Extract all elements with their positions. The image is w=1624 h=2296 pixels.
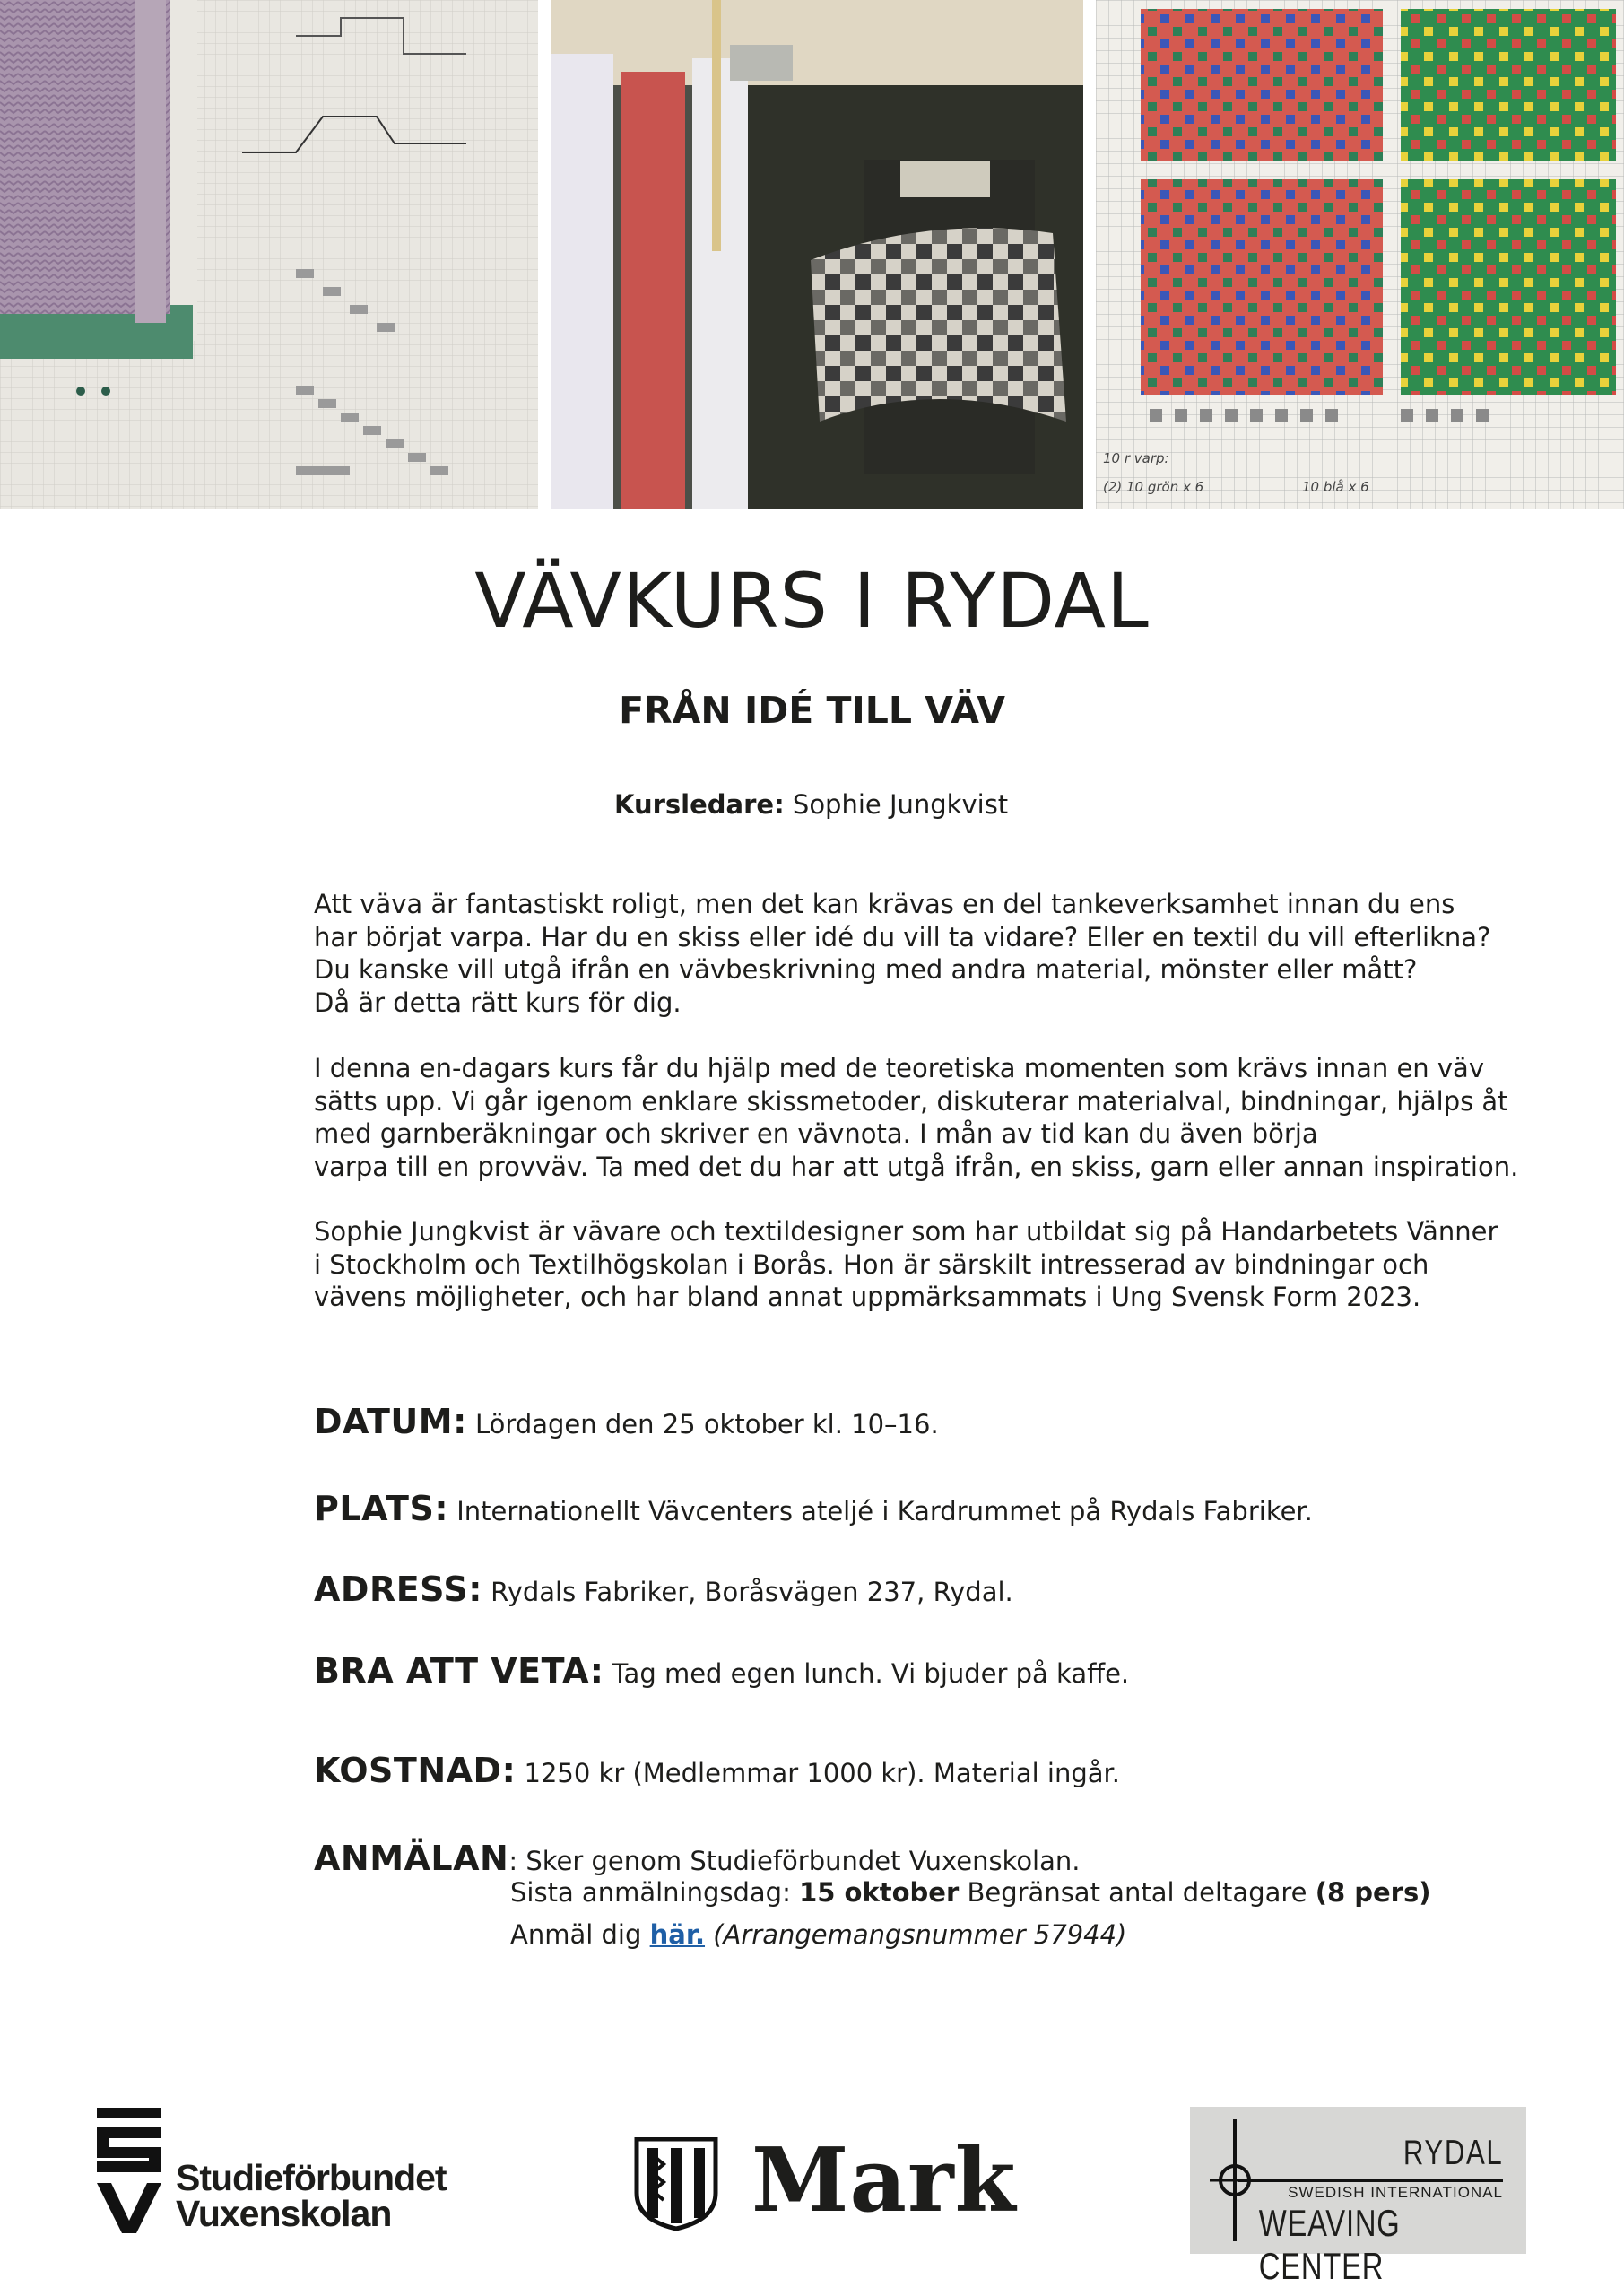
- text-line: Att väva är fantastiskt roligt, men det kan krävas en del tankeverksamhet innan du ens: [314, 889, 1455, 919]
- sv-name-line1: Studieförbundet: [176, 2157, 447, 2198]
- teacher-bio-paragraph: [314, 1215, 1498, 1314]
- info-label: DATUM:: [314, 1402, 467, 1441]
- deadline-prefix: Sista anmälningsdag:: [510, 1877, 800, 1908]
- info-value: 1250 kr (Medlemmar 1000 kr). Material ingår.: [516, 1758, 1120, 1788]
- text-line: vävens möjligheter, och har bland annat uppmärksammats i Ung Svensk Form 2023.: [314, 1282, 1421, 1312]
- course-leader-label: Kursledare:: [614, 789, 785, 820]
- text-line: Sophie Jungkvist är vävare och textildesigner som har utbildat sig på Handarbetets Vänner: [314, 1216, 1498, 1247]
- page-title: VÄVKURS I RYDAL: [474, 557, 1150, 645]
- mark-name: Mark: [751, 2129, 1017, 2232]
- rydal-divider: [1238, 2179, 1503, 2182]
- info-label: BRA ATT VETA:: [314, 1651, 604, 1691]
- text-line: med garnberäkningar och skriver en vävnota. I mån av tid kan du även börja: [314, 1118, 1318, 1149]
- studieforbundet-logo: [97, 2108, 509, 2233]
- mark-kommun-logo: [633, 2129, 1017, 2232]
- info-label: ANMÄLAN: [314, 1839, 509, 1878]
- info-value: Rydals Fabriker, Boråsvägen 237, Rydal.: [482, 1577, 1013, 1607]
- grid-note-2: (2) 10 grön x 6: [1103, 479, 1204, 495]
- info-kostnad: [314, 1751, 1120, 1790]
- grid-note-1: 10 r varp:: [1103, 450, 1169, 466]
- info-label: ADRESS:: [314, 1570, 482, 1609]
- text-line: Då är detta rätt kurs för dig.: [314, 987, 682, 1018]
- course-content-paragraph: [314, 1052, 1519, 1183]
- text-line: i Stockholm och Textilhögskolan i Borås. Hon är särskilt intresserad av bindningar och: [314, 1248, 1429, 1280]
- limit-text: Begränsat antal deltagare: [959, 1877, 1316, 1908]
- arrangement-number: (Arrangemangsnummer 57944): [705, 1919, 1127, 1950]
- info-value: Internationellt Vävcenters ateljé i Kardrummet på Rydals Fabriker.: [448, 1496, 1313, 1526]
- course-leader-name: Sophie Jungkvist: [784, 789, 1009, 820]
- info-datum: [314, 1402, 939, 1441]
- info-plats: [314, 1489, 1313, 1528]
- text-line: varpa till en provväv. Ta med det du har att utgå ifrån, en skiss, garn eller annan inspiration.: [314, 1151, 1519, 1182]
- mark-shield-icon: [633, 2137, 719, 2231]
- signup-link[interactable]: här.: [649, 1919, 706, 1950]
- intro-paragraph: [314, 888, 1491, 1019]
- rydal-name: RYDAL: [1403, 2134, 1503, 2172]
- woven-samples-photo: [551, 0, 1083, 509]
- limit-count: (8 pers): [1315, 1877, 1431, 1908]
- rydal-weaving-center: WEAVING CENTER: [1258, 2202, 1401, 2287]
- sv-emblem-icon: [97, 2108, 169, 2233]
- header-photo-strip: [0, 0, 1624, 509]
- colored-grid-draft-photo: [1096, 0, 1624, 509]
- info-bra-att-veta: [314, 1651, 1130, 1691]
- text-line: I denna en-dagars kurs får du hjälp med de teoretiska momenten som krävs innan en väv: [314, 1053, 1484, 1083]
- text-line: Du kanske vill utgå ifrån en vävbeskrivning med andra material, mönster eller mått?: [314, 954, 1418, 985]
- info-label: KOSTNAD:: [314, 1751, 517, 1790]
- signup-prefix: Anmäl dig: [510, 1919, 650, 1950]
- info-value: : Sker genom Studieförbundet Vuxenskolan.: [508, 1846, 1081, 1876]
- weaving-drafts-photo: [0, 0, 538, 509]
- rydal-weaving-center-logo: [1190, 2107, 1526, 2287]
- grid-note-3: 10 blå x 6: [1302, 479, 1369, 495]
- course-leader: [614, 789, 1009, 820]
- text-line: sätts upp. Vi går igenom enklare skissmetoder, diskuterar materialval, bindningar, hjälps åt: [314, 1085, 1508, 1117]
- info-value: Lördagen den 25 oktober kl. 10–16.: [466, 1409, 939, 1439]
- info-anmalan: [314, 1839, 1081, 1878]
- info-label: PLATS:: [314, 1489, 449, 1528]
- page-subtitle: FRÅN IDÉ TILL VÄV: [619, 689, 1005, 732]
- info-adress: [314, 1570, 1013, 1609]
- sv-name-line2: Vuxenskolan: [176, 2193, 392, 2234]
- signup-deadline: [510, 1877, 1431, 1908]
- text-line: har börjat varpa. Har du en skiss eller idé du vill ta vidare? Eller en textil du vill efterlikna?: [314, 921, 1491, 952]
- deadline-date: 15 oktober: [799, 1877, 960, 1908]
- rydal-subtitle: SWEDISH INTERNATIONAL: [1288, 2184, 1503, 2201]
- signup-instruction: [510, 1919, 1127, 1950]
- info-value: Tag med egen lunch. Vi bjuder på kaffe.: [604, 1658, 1130, 1689]
